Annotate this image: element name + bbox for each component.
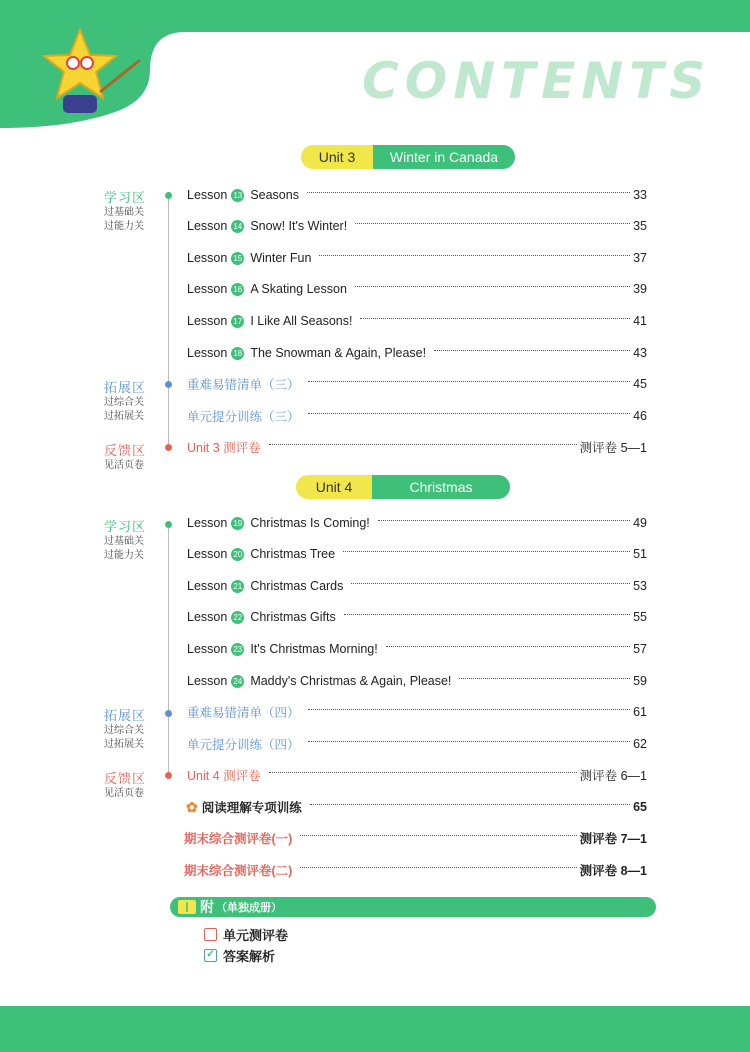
lesson-number-badge: 16 xyxy=(231,283,244,296)
toc-entry[interactable]: Lesson 16 A Skating Lesson 39 xyxy=(187,282,647,296)
timeline-dot xyxy=(165,444,172,451)
toc-entry[interactable]: Lesson 13 Seasons 33 xyxy=(187,188,647,202)
lesson-number-badge: 23 xyxy=(231,643,244,656)
toc-entry[interactable]: Lesson 20 Christmas Tree 51 xyxy=(187,547,647,561)
lesson-number-badge: 22 xyxy=(231,611,244,624)
feedback-zone-label: 反馈区 见活页卷 xyxy=(104,443,147,471)
toc-entry[interactable]: 重难易错清单（三） 45 xyxy=(187,377,647,392)
expand-zone-label: 拓展区 过综合关 过拓展关 xyxy=(104,380,147,422)
unit-label: Unit 4 xyxy=(296,475,372,499)
timeline-dot xyxy=(165,710,172,717)
toc-entry[interactable]: 期末综合测评卷(一) 测评卷 7—1 xyxy=(184,832,647,846)
toc-entry[interactable]: Lesson 24 Maddy's Christmas & Again, Please! 59 xyxy=(187,674,647,688)
unit-name: Winter in Canada xyxy=(373,145,515,169)
appendix-bar: 附 （单独成册） xyxy=(170,897,656,917)
toc-entry[interactable]: 单元提分训练（三） 46 xyxy=(187,409,647,424)
lesson-number-badge: 24 xyxy=(231,675,244,688)
unit-4-banner xyxy=(296,475,510,499)
expand-zone-label: 拓展区 过综合关 过拓展关 xyxy=(104,708,147,750)
lesson-number-badge: 14 xyxy=(231,220,244,233)
unit-name: Christmas xyxy=(372,475,510,499)
toc-entry[interactable]: Lesson 21 Christmas Cards 53 xyxy=(187,579,647,593)
flower-icon: ✿ xyxy=(186,798,198,815)
lesson-number-badge: 17 xyxy=(231,315,244,328)
toc-entry[interactable]: Lesson 18 The Snowman & Again, Please! 43 xyxy=(187,346,647,360)
study-zone-label: 学习区 过基础关 过能力关 xyxy=(104,190,147,232)
lesson-number-badge: 20 xyxy=(231,548,244,561)
unit-3-banner xyxy=(301,145,515,169)
timeline-dot xyxy=(165,381,172,388)
book-icon xyxy=(178,900,196,914)
toc-entry[interactable]: ✿ 阅读理解专项训练 65 xyxy=(186,798,647,815)
calendar-icon xyxy=(204,928,217,941)
toc-entry[interactable]: Lesson 23 It's Christmas Morning! 57 xyxy=(187,642,647,656)
timeline-dot xyxy=(165,521,172,528)
feedback-zone-label: 反馈区 见活页卷 xyxy=(104,771,147,799)
unit-label: Unit 3 xyxy=(301,145,373,169)
timeline-dot xyxy=(165,772,172,779)
toc-entry[interactable]: Lesson 15 Winter Fun 37 xyxy=(187,251,647,265)
study-zone-label: 学习区 过基础关 过能力关 xyxy=(104,519,147,561)
timeline-dot xyxy=(165,192,172,199)
toc-entry[interactable]: 期末综合测评卷(二) 测评卷 8—1 xyxy=(184,864,647,878)
toc-entry[interactable]: Lesson 14 Snow! It's Winter! 35 xyxy=(187,219,647,233)
lesson-number-badge: 18 xyxy=(231,347,244,360)
toc-entry[interactable]: Unit 3 测评卷 测评卷 5—1 xyxy=(187,441,647,455)
toc-entry[interactable]: Lesson 22 Christmas Gifts 55 xyxy=(187,610,647,624)
timeline-line xyxy=(168,192,169,450)
toc-entry[interactable]: Unit 4 测评卷 测评卷 6—1 xyxy=(187,769,647,783)
toc-entry[interactable]: Lesson 19 Christmas Is Coming! 49 xyxy=(187,516,647,530)
lesson-number-badge: 15 xyxy=(231,252,244,265)
appendix-item[interactable]: 单元测评卷 xyxy=(204,925,288,944)
timeline-line xyxy=(168,521,169,779)
lesson-number-badge: 19 xyxy=(231,517,244,530)
lesson-number-badge: 21 xyxy=(231,580,244,593)
toc-entry[interactable]: Lesson 17 I Like All Seasons! 41 xyxy=(187,314,647,328)
appendix-item[interactable]: ✓ 答案解析 xyxy=(204,946,275,965)
page-title: CONTENTS xyxy=(362,52,712,110)
checkbox-icon: ✓ xyxy=(204,949,217,962)
toc-entry[interactable]: 重难易错清单（四） 61 xyxy=(187,705,647,720)
lesson-number-badge: 13 xyxy=(231,189,244,202)
footer-band xyxy=(0,1006,750,1052)
toc-entry[interactable]: 单元提分训练（四） 62 xyxy=(187,737,647,752)
